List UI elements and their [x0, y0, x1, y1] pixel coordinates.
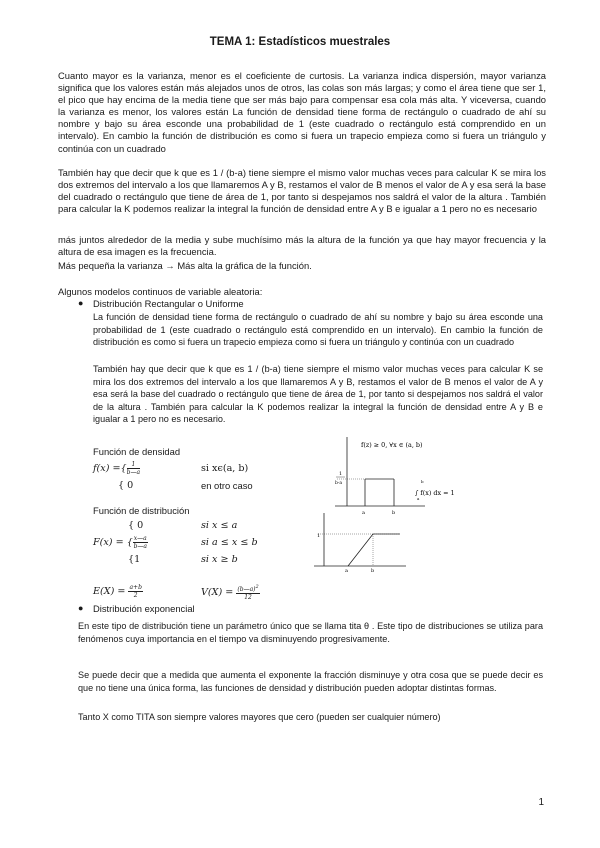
exponential-paragraph-1: En este tipo de distribución tiene un parámetro único que se llama tita θ . Este tipo de distribuciones se utiliza para fenómenos cuya importancia en el tiempo va disminuyendo progresivamente.: [78, 621, 543, 644]
distribution-graph: [310, 509, 415, 574]
dist-formula: [93, 535, 148, 550]
distribution-tick-a: a: [345, 568, 348, 574]
dist-Fx: F(x) = {: [93, 537, 133, 548]
dist-cond2: si a ≤ x ≤ b: [201, 537, 258, 548]
density-else: en otro caso: [201, 480, 253, 491]
ex-num: a+b: [129, 584, 142, 591]
exponential-paragraph-2: Se puede decir que a medida que aumenta el exponente la fracción disminuye y otra cosa que se puede decir es que no tiene una única forma, las funciones de densidad y distribución pueden adoptar distintas formas.: [78, 670, 543, 693]
page-title: TEMA 1: Estadísticos muestrales: [209, 36, 391, 48]
exponential-bullet-title: Distribución exponencial: [93, 603, 195, 614]
density-tick-a: a: [362, 510, 365, 515]
density-int-top: b: [421, 479, 424, 484]
dist-label: Función de distribución: [93, 505, 190, 516]
density-int-bot: a: [417, 496, 420, 501]
dist-zero: { 0: [128, 520, 144, 531]
variance-formula: [201, 584, 260, 601]
uniform-paragraph-2: También hay que decir que k que es 1 / (b-a) tiene siempre el mismo valor muchas veces para calcular K se mira los dos extremos del intervalo a los que llamaremos A y B, restamos el valor de B menos el valor de A y esa será la base del cuadrado o rectángulo que tiene de área de 1, por tanto si despejamos nos saldrá el valor de la altura . También para calcular la K podemos realizar la integral la función de densidad entre A y B e igualar a 1 pero no es necesario.: [93, 364, 543, 425]
dist-one: {1: [128, 554, 141, 565]
density-fx: f(x) ={: [93, 463, 127, 474]
intro-paragraph-3: más juntos alrededor de la media y sube muchísimo más la altura de la función ya que hay mayor frecuencia y la altura de esa imagen es la frecuencia.: [58, 234, 546, 258]
density-formula: [93, 461, 140, 476]
dist-den: b—a: [133, 543, 147, 550]
distribution-one: 1: [317, 533, 321, 539]
distribution-tick-b: b: [371, 568, 375, 574]
density-cond-text: f(z) ≥ 0, ∀x ∈ (a, b): [361, 441, 423, 449]
intro-paragraph-4: Más pequeña la varianza → Más alta la gráfica de la función.: [58, 260, 312, 271]
ex-lhs: E(X) =: [93, 586, 126, 597]
density-den: b—a: [126, 469, 141, 476]
page-number: 1: [538, 797, 544, 808]
density-graph: [327, 433, 477, 515]
vx-num: (b—a): [237, 586, 256, 593]
density-k-den: b-a: [335, 481, 343, 486]
dist-num: x—a: [133, 535, 147, 542]
vx-exp: 2: [255, 584, 259, 590]
distribution-graph-ramp: [348, 534, 373, 566]
uniform-paragraph-1: La función de densidad tiene forma de rectángulo o cuadrado de ahí su nombre y bajo su área esconde una probabilidad de 1 (este cuadrado o rectángulo está comprendido en un intervalo). En cambio la función de distribución es como si fuera un trapecio empieza como si fuera un triángulo y continúa con un cuadrado: [93, 312, 543, 348]
density-num: 1: [127, 461, 140, 469]
density-cond: si xϵ(a, b): [201, 463, 249, 474]
dist-cond1: si x ≤ a: [201, 520, 238, 531]
expectation-formula: [93, 584, 143, 599]
intro-paragraph-2: También hay que decir que k que es 1 / (b-a) tiene siempre el mismo valor muchas veces para calcular K se mira los dos extremos del intervalo a los que llamaremos A y B, restamos el valor de B menos el valor de A y esa será la base del cuadrado o rectángulo que tiene de área de 1, por tanto si despejamos nos saldrá el valor de la altura . También para calcular la K podemos realizar la integral la función de densidad entre A y B e igualar a 1 pero no es necesario: [58, 167, 546, 215]
density-tick-b: b: [392, 510, 396, 515]
bullet-icon: ●: [78, 298, 84, 308]
density-k-num: 1: [339, 471, 343, 477]
density-integral-text: ∫ f(x) dx = 1: [415, 489, 455, 497]
models-heading: Algunos modelos continuos de variable aleatoria:: [58, 286, 263, 297]
ex-den: 2: [133, 592, 138, 599]
exponential-paragraph-3: Tanto X como TITA son siempre valores mayores que cero (pueden ser cualquier número): [78, 712, 441, 722]
dist-cond3: si x ≥ b: [201, 554, 238, 565]
density-zero: { 0: [118, 480, 134, 491]
intro-paragraph-1: Cuanto mayor es la varianza, menor es el coeficiente de curtosis. La varianza indica dispersión, mayor varianza significa que los valores están más alejados unos de otros, las colas son más largas; y como el área tiene que ser 1, el pico que hay encima de la media tiene que ser más bajo para compensar esa cola más alta. Y viceversa, cuando la varianza es menor, los valores están La función de densidad tiene forma de rectángulo o cuadrado de ahí su nombre y bajo su área esconde una probabilidad de 1 (este cuadrado o rectángulo está comprendido en un intervalo). En cambio la función de distribución es como si fuera un trapecio empieza como si fuera un triángulo y continúa con un cuadrado: [58, 70, 546, 154]
vx-lhs: V(X) =: [201, 587, 234, 598]
bullet-icon: ●: [78, 603, 84, 613]
density-label: Función de densidad: [93, 446, 181, 457]
vx-den: 12: [244, 594, 252, 601]
uniform-bullet-title: Distribución Rectangular o Uniforme: [93, 298, 244, 309]
